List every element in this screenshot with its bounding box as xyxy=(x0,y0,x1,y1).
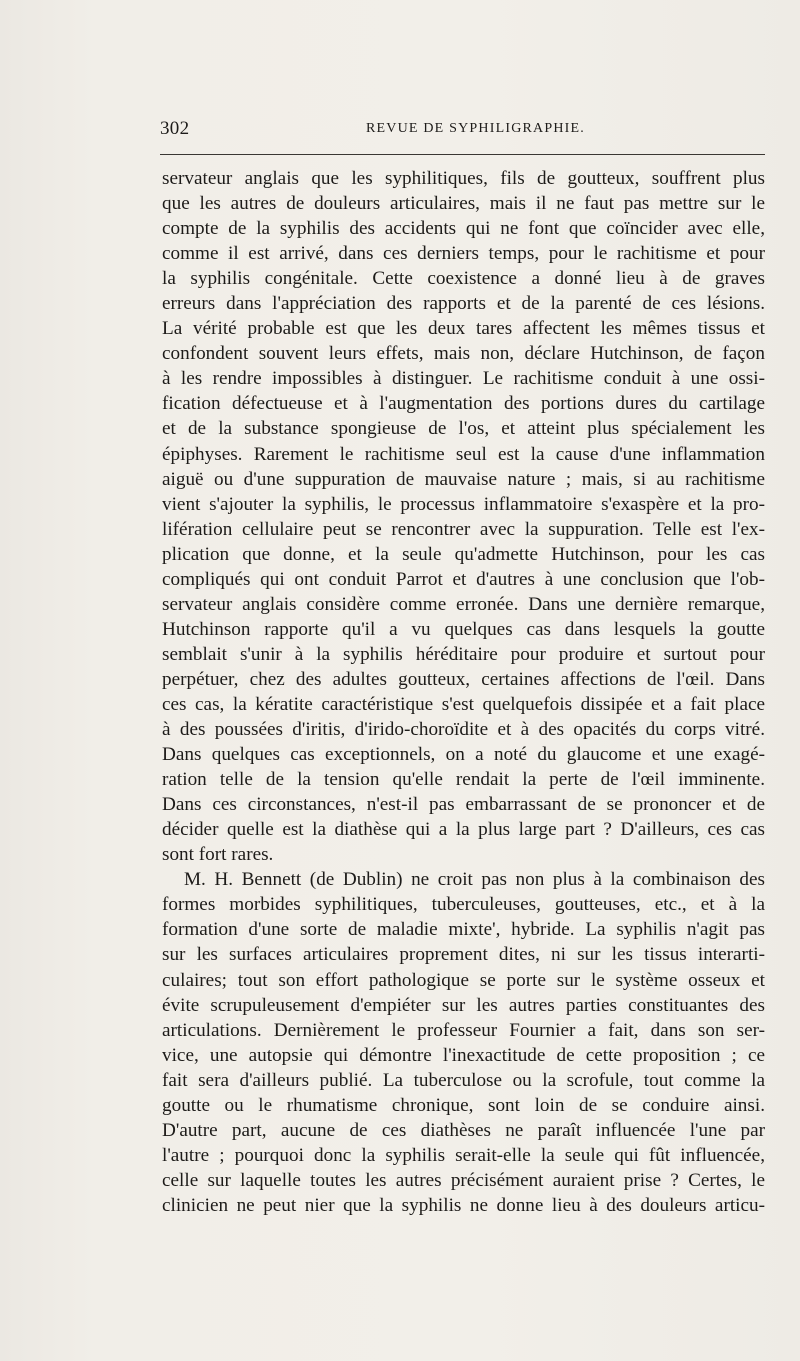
text-line: formation d'une sorte de maladie mixte', hybride. La syphilis n'agit pas xyxy=(162,919,765,941)
text-line: compliqués qui ont conduit Parrot et d'autres à une conclusion que l'ob- xyxy=(162,568,765,590)
text-line: fication défectueuse et à l'augmentation des portions dures du cartilage xyxy=(162,393,765,415)
text-line: celle sur laquelle toutes les autres précisément auraient prise ? Certes, le xyxy=(162,1169,765,1191)
text-line: semblait s'unir à la syphilis héréditaire pour produire et surtout pour xyxy=(162,643,765,665)
text-line: comme il est arrivé, dans ces derniers temps, pour le rachitisme et pour xyxy=(162,243,765,265)
header-rule xyxy=(160,154,765,155)
text-line: clinicien ne peut nier que la syphilis ne donne lieu à des douleurs articu- xyxy=(162,1194,765,1216)
text-line: servateur anglais que les syphilitiques, fils de goutteux, souffrent plus xyxy=(162,168,765,189)
body-text xyxy=(162,166,765,1218)
text-line: la syphilis congénitale. Cette coexistence a donné lieu à de graves xyxy=(162,268,765,290)
text-line: La vérité probable est que les deux tares affectent les mêmes tissus et xyxy=(162,318,765,340)
text-line: l'autre ; pourquoi donc la syphilis serait-elle la seule qui fût influencée, xyxy=(162,1144,765,1166)
text-line: que les autres de douleurs articulaires, mais il ne faut pas mettre sur le xyxy=(162,193,765,215)
text-line: évite scrupuleusement d'empiéter sur les autres parties constituantes des xyxy=(162,994,765,1016)
text-line: ration telle de la tension qu'elle rendait la perte de l'œil imminente. xyxy=(162,769,765,791)
text-line: à les rendre impossibles à distinguer. Le rachitisme conduit à une ossi- xyxy=(162,368,765,390)
text-line: à des poussées d'iritis, d'irido-choroïdite et à des opacités du corps vitré. xyxy=(162,719,765,741)
text-line: ces cas, la kératite caractéristique s'est quelquefois dissipée et a fait place xyxy=(162,693,765,715)
paragraph-start-line: M. H. Bennett (de Dublin) ne croit pas non plus à la combinaison des xyxy=(184,869,765,891)
text-line: compte de la syphilis des accidents qui ne font que coïncider avec elle, xyxy=(162,218,765,240)
running-title: REVUE DE SYPHILIGRAPHIE. xyxy=(366,121,585,136)
text-line: Dans quelques cas exceptionnels, on a noté du glaucome et une exagé- xyxy=(162,744,765,766)
text-line: et de la substance spongieuse de l'os, et atteint plus spécialement les xyxy=(162,418,765,440)
text-line: articulations. Dernièrement le professeur Fournier a fait, dans son ser- xyxy=(162,1019,765,1041)
text-line: épiphyses. Rarement le rachitisme seul est la cause d'une inflammation xyxy=(162,443,765,465)
text-line: Dans ces circonstances, n'est-il pas embarrassant de se prononcer et de xyxy=(162,794,765,816)
text-line: sur les surfaces articulaires proprement dites, ni sur les tissus interarti- xyxy=(162,944,765,966)
paragraph-end-line: sont fort rares. xyxy=(162,844,274,866)
text-line: D'autre part, aucune de ces diathèses ne paraît influencée l'une par xyxy=(162,1119,765,1141)
text-line: plication que donne, et la seule qu'admette Hutchinson, pour les cas xyxy=(162,543,765,565)
page-header xyxy=(160,118,765,148)
text-line: décider quelle est la diathèse qui a la plus large part ? D'ailleurs, ces cas xyxy=(162,819,765,841)
text-line: perpétuer, chez des adultes goutteux, certaines affections de l'œil. Dans xyxy=(162,668,765,690)
text-line: aiguë ou d'une suppuration de mauvaise nature ; mais, si au rachitisme xyxy=(162,468,765,490)
page-number: 302 xyxy=(160,118,190,139)
text-line: culaires; tout son effort pathologique se porte sur le système osseux et xyxy=(162,969,765,991)
text-line: vient s'ajouter la syphilis, le processus inflammatoire s'exaspère et la pro- xyxy=(162,493,765,515)
text-line: erreurs dans l'appréciation des rapports et de la parenté de ces lésions. xyxy=(162,293,765,315)
text-line: confondent souvent leurs effets, mais non, déclare Hutchinson, de façon xyxy=(162,343,765,365)
text-line: Hutchinson rapporte qu'il a vu quelques cas dans lesquels la goutte xyxy=(162,618,765,640)
text-line: goutte ou le rhumatisme chronique, sont loin de se conduire ainsi. xyxy=(162,1094,765,1116)
text-line: fait sera d'ailleurs publié. La tuberculose ou la scrofule, tout comme la xyxy=(162,1069,765,1091)
text-line: lifération cellulaire peut se rencontrer avec la suppuration. Telle est l'ex- xyxy=(162,518,765,540)
text-line: formes morbides syphilitiques, tuberculeuses, goutteuses, etc., et à la xyxy=(162,894,765,916)
text-line: servateur anglais considère comme erronée. Dans une dernière remarque, xyxy=(162,593,765,615)
text-line: vice, une autopsie qui démontre l'inexactitude de cette proposition ; ce xyxy=(162,1044,765,1066)
